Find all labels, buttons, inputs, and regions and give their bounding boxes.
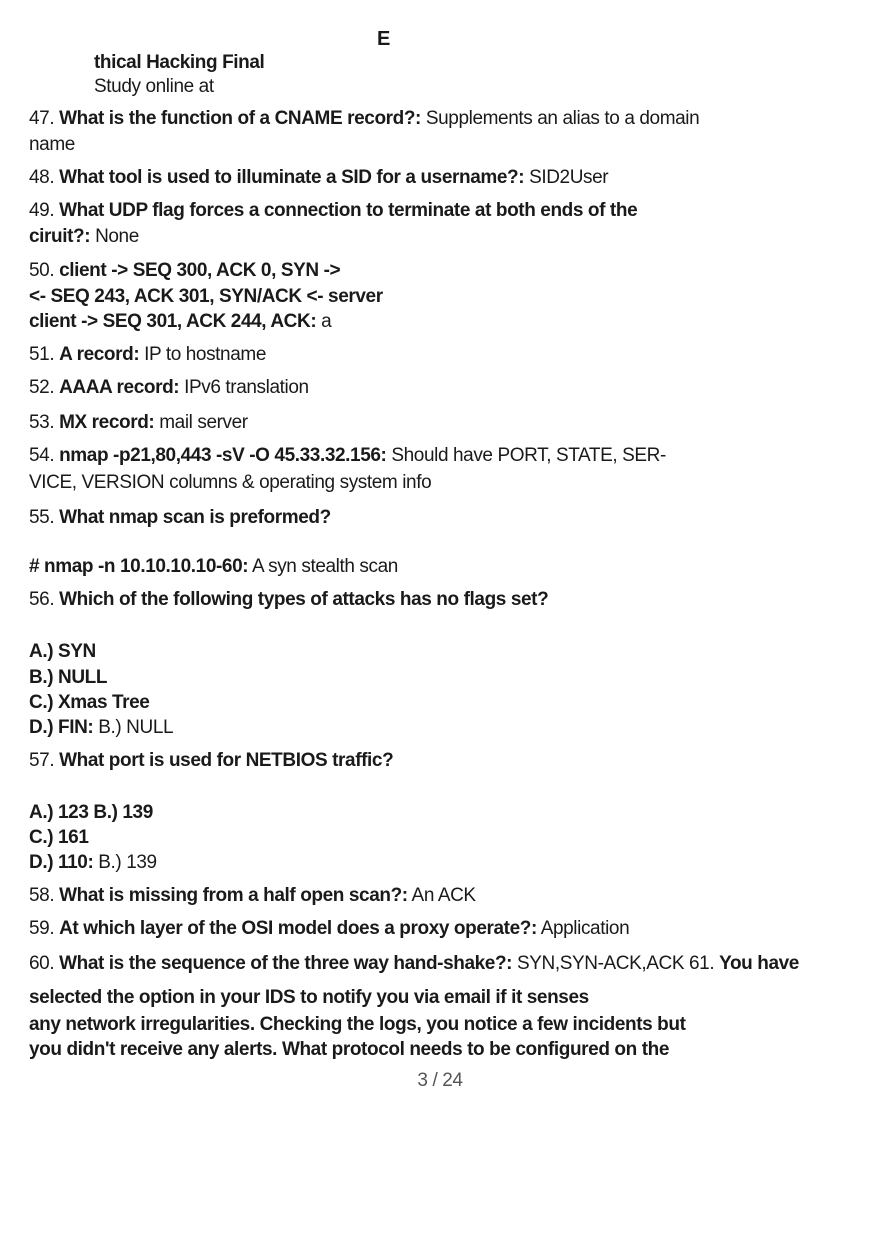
question-text: What tool is used to illuminate a SID for a username?:	[59, 167, 525, 188]
answer-text: SYN,SYN-ACK,ACK 61.	[512, 953, 720, 974]
item-number: 55.	[29, 507, 60, 528]
document-title: thical Hacking Final	[94, 52, 265, 73]
text-line	[29, 951, 799, 977]
answer-text: mail server	[154, 412, 248, 433]
text-line	[29, 224, 139, 250]
item-number: 56.	[29, 589, 60, 610]
question-text: C.) 161	[29, 827, 89, 848]
answer-text: B.) 139	[93, 852, 157, 873]
answer-text: A syn stealth scan	[248, 556, 398, 577]
question-text: C.) Xmas Tree	[29, 692, 150, 713]
text-line	[29, 748, 393, 774]
question-text: Which of the following types of attacks has no flags set?	[59, 589, 549, 610]
item-number: 54.	[29, 445, 60, 466]
text-line	[29, 470, 431, 496]
text-line	[29, 132, 75, 158]
question-text: What is the function of a CNAME record?:	[59, 108, 421, 129]
answer-text: Should have PORT, STATE, SER-	[386, 445, 666, 466]
question-text: selected the option in your IDS to notify you via email if it senses	[29, 987, 589, 1008]
item-number: 50.	[29, 260, 60, 281]
answer-text: Application	[536, 918, 630, 939]
question-text: A.) 123 B.) 139	[29, 802, 153, 823]
text-line	[29, 106, 699, 132]
answer-text: SID2User	[524, 167, 609, 188]
question-text: What is missing from a half open scan?:	[59, 885, 408, 906]
question-text: What nmap scan is preformed?	[59, 507, 331, 528]
question-text: client -> SEQ 301, ACK 244, ACK:	[29, 311, 317, 332]
answer-text: IP to hostname	[139, 344, 266, 365]
text-line	[29, 198, 637, 224]
item-number: 47.	[29, 108, 60, 129]
text-line	[29, 410, 248, 436]
text-line	[29, 309, 331, 335]
question-text: What is the sequence of the three way hand-shake?:	[59, 953, 513, 974]
question-text: You have	[719, 953, 799, 974]
answer-text: IPv6 translation	[179, 377, 309, 398]
question-text: nmap -p21,80,443 -sV -O 45.33.32.156:	[59, 445, 387, 466]
question-text: any network irregularities. Checking the logs, you notice a few incidents but	[29, 1014, 686, 1035]
question-text: A record:	[59, 344, 140, 365]
question-text: <- SEQ 243, ACK 301, SYN/ACK <- server	[29, 286, 383, 307]
answer-text: None	[90, 226, 139, 247]
answer-text: B.) NULL	[93, 717, 174, 738]
text-line	[29, 665, 107, 691]
question-text: B.) NULL	[29, 667, 108, 688]
question-text: # nmap -n 10.10.10.10-60:	[29, 556, 249, 577]
text-line	[29, 554, 398, 580]
answer-text: VICE, VERSION columns & operating system info	[29, 472, 432, 493]
text-line	[29, 342, 266, 368]
text-line	[29, 284, 383, 310]
item-number: 53.	[29, 412, 60, 433]
question-text: At which layer of the OSI model does a proxy operate?:	[59, 918, 537, 939]
item-number: 51.	[29, 344, 60, 365]
study-online-text: Study online at	[94, 76, 214, 97]
text-line	[29, 690, 149, 716]
text-line	[29, 258, 340, 284]
answer-text: Supplements an alias to a domain	[420, 108, 700, 129]
answer-text: a	[316, 311, 332, 332]
answer-text: name	[29, 134, 75, 155]
text-line	[29, 850, 157, 876]
text-line	[29, 1037, 669, 1063]
item-number: 58.	[29, 885, 60, 906]
question-text: MX record:	[59, 412, 155, 433]
item-number: 57.	[29, 750, 60, 771]
item-number: 49.	[29, 200, 60, 221]
text-line	[29, 715, 173, 741]
question-text: client -> SEQ 300, ACK 0, SYN ->	[59, 260, 341, 281]
text-line	[29, 825, 89, 851]
item-number: 60.	[29, 953, 60, 974]
question-text: ciruit?:	[29, 226, 91, 247]
question-text: D.) 110:	[29, 852, 94, 873]
text-line	[29, 505, 331, 531]
page-number: 3 / 24	[417, 1070, 463, 1091]
answer-text: An ACK	[407, 885, 476, 906]
text-line	[29, 587, 548, 613]
question-text: you didn't receive any alerts. What protocol needs to be configured on the	[29, 1039, 670, 1060]
item-number: 59.	[29, 918, 60, 939]
text-line	[29, 800, 153, 826]
text-line	[29, 916, 629, 942]
text-line	[29, 639, 96, 665]
text-line	[29, 1012, 686, 1038]
text-line	[29, 165, 608, 191]
question-text: A.) SYN	[29, 641, 96, 662]
text-line	[29, 375, 309, 401]
header-letter: E	[377, 28, 390, 50]
item-number: 52.	[29, 377, 60, 398]
text-line	[29, 985, 589, 1011]
question-text: What UDP flag forces a connection to terminate at both ends of the	[59, 200, 638, 221]
question-text: AAAA record:	[59, 377, 180, 398]
text-line	[29, 443, 666, 469]
item-number: 48.	[29, 167, 60, 188]
question-text: What port is used for NETBIOS traffic?	[59, 750, 394, 771]
question-text: D.) FIN:	[29, 717, 94, 738]
text-line	[29, 883, 476, 909]
